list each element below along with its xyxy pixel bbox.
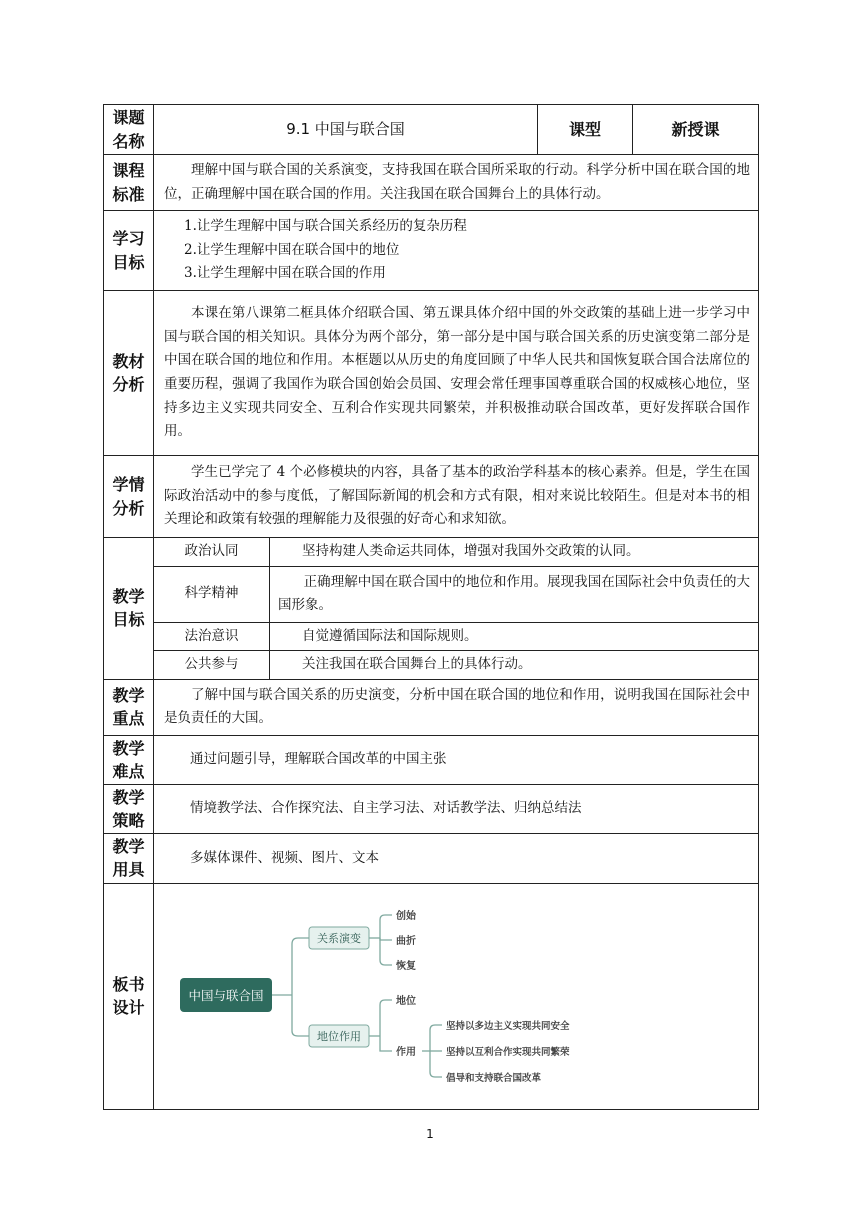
curriculum-standard-row — [104, 155, 759, 211]
mind-map-leaf: 恢复 — [396, 961, 416, 973]
curriculum-standard-text: 理解中国与联合国的关系演变，支持我国在联合国所采取的行动。科学分析中国在联合国的地位，正确理解中国在联合国的作用。关注我国在联合国舞台上的具体行动。 — [154, 155, 759, 211]
key-points-row — [104, 679, 759, 735]
teaching-goal-name: 政治认同 — [154, 538, 270, 567]
tools-row — [104, 833, 759, 883]
tools-label: 教学 用具 — [104, 833, 154, 883]
board-design-cell — [154, 883, 759, 1109]
topic-row — [104, 105, 759, 155]
key-points-text: 了解中国与联合国关系的历史演变，分析中国在联合国的地位和作用，说明我国在国际社会中是负责任的大国。 — [154, 679, 759, 735]
teaching-goal-row — [104, 566, 759, 622]
teaching-goal-text: 自觉遵循国际法和国际规则。 — [270, 622, 759, 651]
teaching-goal-row — [104, 538, 759, 567]
learning-goals-row — [104, 211, 759, 291]
strategies-label: 教学 策略 — [104, 784, 154, 833]
difficulties-row — [104, 735, 759, 784]
mind-map-leaf: 坚持以多边主义实现共同安全 — [446, 1021, 570, 1033]
mind-map-root-label: 中国与联合国 — [188, 988, 264, 1004]
board-design-row — [104, 883, 759, 1109]
student-analysis-row — [104, 456, 759, 538]
learning-goals-list — [154, 211, 759, 291]
list-item: 3.让学生理解中国在联合国的作用 — [184, 265, 386, 282]
mind-map-leaf: 倡导和支持联合国改革 — [446, 1073, 542, 1085]
page-number: 1 — [426, 1127, 434, 1141]
mind-map-leaf: 曲折 — [396, 936, 416, 948]
topic-title: 9.1 中国与联合国 — [154, 105, 538, 155]
list-item: 2.让学生理解中国在联合国中的地位 — [184, 241, 400, 258]
mind-map-leaf: 创始 — [396, 911, 416, 923]
textbook-analysis-text: 本课在第八课第二框具体介绍联合国、第五课具体介绍中国的外交政策的基础上进一步学习中国与联合国的相关知识。具体分为两个部分，第一部分是中国与联合国关系的历史演变第二部分是中国在联合国的地位和作用。本框题以从历史的角度回顾了中华人民共和国恢复联合国合法席位的重要历程，强调了我国作为联合国创始会员国、安理会常任理事国尊重联合国的权威核心地位，坚持多边主义实现共同安全、互利合作实现共同繁荣，并积极推动联合国改革，更好发挥联合国作用。 — [154, 291, 759, 456]
mind-map-leaf: 地位 — [396, 996, 416, 1008]
tools-text: 多媒体课件、视频、图片、文本 — [154, 833, 759, 883]
teaching-goal-name: 公共参与 — [154, 651, 270, 680]
mind-map-branch-label: 地位作用 — [317, 1030, 361, 1044]
strategies-text: 情境教学法、合作探究法、自主学习法、对话教学法、归纳总结法 — [154, 784, 759, 833]
mind-map-diagram — [154, 884, 758, 1108]
strategies-row — [104, 784, 759, 833]
textbook-analysis-label: 教材 分析 — [104, 291, 154, 456]
teaching-goal-text: 关注我国在联合国舞台上的具体行动。 — [270, 651, 759, 680]
student-analysis-text: 学生已学完了 4 个必修模块的内容，具备了基本的政治学科基本的核心素养。但是，学生在国际政治活动中的参与度低，了解国际新闻的机会和方式有限，相对来说比较陌生。但是对本书的相关理论和政策有较强的理解能力及很强的好奇心和求知欲。 — [154, 456, 759, 538]
difficulties-label: 教学 难点 — [104, 735, 154, 784]
textbook-analysis-row — [104, 291, 759, 456]
mind-map-branch-label: 关系演变 — [317, 932, 361, 946]
teaching-goal-row — [104, 651, 759, 680]
lesson-plan-table — [103, 104, 759, 1110]
list-item: 1.让学生理解中国与联合国关系经历的复杂历程 — [184, 218, 467, 235]
teaching-goals-label: 教学 目标 — [104, 538, 154, 680]
teaching-goal-name: 科学精神 — [154, 566, 270, 622]
curriculum-standard-label: 课程 标准 — [104, 155, 154, 211]
teaching-goal-name: 法治意识 — [154, 622, 270, 651]
mind-map-leaf: 作用 — [396, 1047, 416, 1059]
student-analysis-label: 学情 分析 — [104, 456, 154, 538]
type-value: 新授课 — [633, 105, 759, 155]
difficulties-text: 通过问题引导，理解联合国改革的中国主张 — [154, 735, 759, 784]
teaching-goal-row — [104, 622, 759, 651]
board-design-label: 板书 设计 — [104, 883, 154, 1109]
mind-map-leaf: 坚持以互利合作实现共同繁荣 — [446, 1047, 570, 1059]
learning-goals-label: 学习 目标 — [104, 211, 154, 291]
mind-map — [154, 884, 758, 1108]
teaching-goal-text: 坚持构建人类命运共同体，增强对我国外交政策的认同。 — [270, 538, 759, 567]
key-points-label: 教学 重点 — [104, 679, 154, 735]
topic-label: 课题 名称 — [104, 105, 154, 155]
teaching-goal-text: 正确理解中国在联合国中的地位和作用。展现我国在国际社会中负责任的大国形象。 — [270, 566, 759, 622]
type-label: 课型 — [538, 105, 633, 155]
